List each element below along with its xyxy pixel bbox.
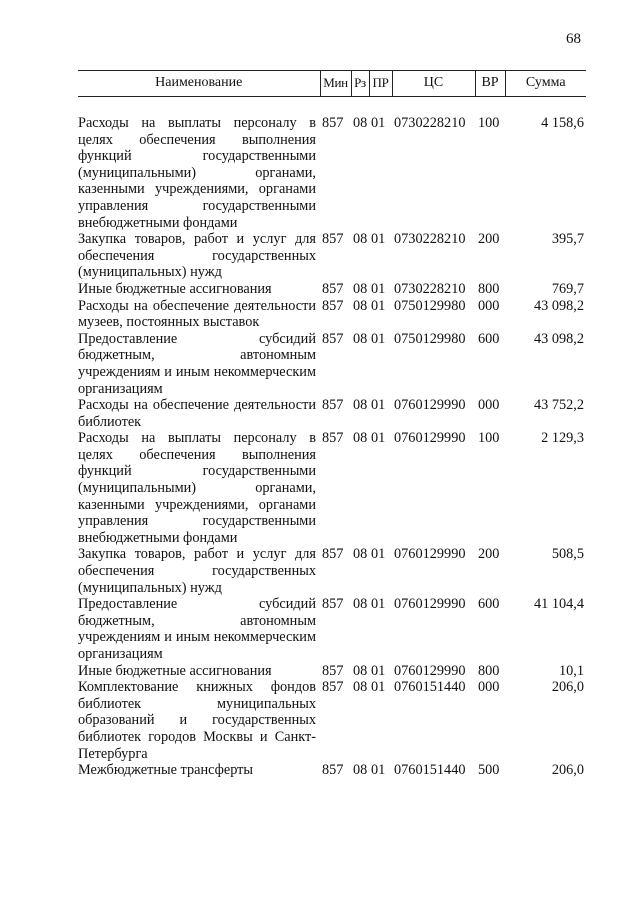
row-pr: 01 xyxy=(371,662,386,679)
row-cs: 0760129990 xyxy=(394,397,466,414)
row-name: Комплектование книжных фондов библиотек муниципальных образований и государственных библиотек городов Москвы и Санкт-Петербурга xyxy=(78,679,316,762)
row-min: 857 xyxy=(322,297,344,314)
row-vr: 000 xyxy=(478,679,500,696)
row-name: Закупка товаров, работ и услуг для обеспечения государственных (муниципальных) нужд xyxy=(78,231,316,281)
row-name: Расходы на выплаты персоналу в целях обеспечения выполнения функций государственными (муниципальными) органами, казенными учреждениями, органами управления государственными внебюджетными фондами xyxy=(78,115,316,231)
row-pr: 01 xyxy=(371,679,386,696)
row-vr: 100 xyxy=(478,115,500,131)
header-rz: Рз xyxy=(351,71,369,97)
table-row xyxy=(78,596,586,662)
row-name: Расходы на обеспечение деятельности музеев, постоянных выставок xyxy=(78,297,316,331)
row-vr: 800 xyxy=(478,280,500,297)
header-name: Наименование xyxy=(78,71,320,97)
row-rz: 08 xyxy=(353,596,368,613)
row-cs: 0730228210 xyxy=(394,280,466,297)
row-pr: 01 xyxy=(371,397,386,414)
row-pr: 01 xyxy=(371,762,386,779)
row-sum: 769,7 xyxy=(551,280,584,297)
table-row xyxy=(78,430,586,546)
row-sum: 43 098,2 xyxy=(533,330,584,347)
header-cs: ЦС xyxy=(392,71,475,97)
header-vr: ВР xyxy=(475,71,505,97)
row-min: 857 xyxy=(322,596,344,613)
table-row xyxy=(78,679,586,762)
row-vr: 000 xyxy=(478,297,500,314)
table-row xyxy=(78,115,586,231)
row-name: Расходы на обеспечение деятельности библиотек xyxy=(78,397,316,430)
row-vr: 500 xyxy=(478,762,500,779)
row-cs: 0730228210 xyxy=(394,231,466,248)
row-min: 857 xyxy=(322,115,344,131)
table-row xyxy=(78,663,586,680)
table-row xyxy=(78,397,586,430)
row-rz: 08 xyxy=(353,679,368,696)
budget-table xyxy=(78,70,586,779)
row-sum: 41 104,4 xyxy=(533,596,584,613)
row-sum: 508,5 xyxy=(551,546,584,563)
row-rz: 08 xyxy=(353,546,368,563)
header-min: Мин xyxy=(320,71,351,97)
row-min: 857 xyxy=(322,231,344,248)
table-header xyxy=(78,71,586,97)
table-row xyxy=(78,762,586,779)
row-cs: 0750129980 xyxy=(394,297,466,314)
row-pr: 01 xyxy=(371,596,386,613)
row-sum: 10,1 xyxy=(558,662,584,679)
row-rz: 08 xyxy=(353,762,368,779)
row-name: Закупка товаров, работ и услуг для обеспечения государственных (муниципальных) нужд xyxy=(78,546,316,596)
row-pr: 01 xyxy=(371,280,386,297)
table-row xyxy=(78,231,586,281)
row-rz: 08 xyxy=(353,330,368,347)
row-min: 857 xyxy=(322,762,344,779)
row-vr: 800 xyxy=(478,662,500,679)
row-name: Иные бюджетные ассигнования xyxy=(78,662,272,679)
row-vr: 100 xyxy=(478,430,500,447)
row-rz: 08 xyxy=(353,280,368,297)
row-pr: 01 xyxy=(371,430,386,447)
row-vr: 600 xyxy=(478,596,500,613)
row-vr: 200 xyxy=(478,546,500,563)
row-pr: 01 xyxy=(371,330,386,347)
table-row xyxy=(78,298,586,331)
row-sum: 206,0 xyxy=(551,679,584,696)
page-number: 68 xyxy=(566,31,581,47)
row-pr: 01 xyxy=(371,297,386,314)
row-rz: 08 xyxy=(353,231,368,248)
table-row xyxy=(78,546,586,596)
row-sum: 206,0 xyxy=(551,762,584,779)
row-rz: 08 xyxy=(353,662,368,679)
header-pr: ПР xyxy=(369,71,392,97)
row-min: 857 xyxy=(322,546,344,563)
row-cs: 0750129980 xyxy=(394,330,466,347)
row-min: 857 xyxy=(322,679,344,696)
row-cs: 0760151440 xyxy=(394,679,466,696)
row-cs: 0760129990 xyxy=(394,662,466,679)
row-pr: 01 xyxy=(371,115,386,131)
row-name: Предоставление субсидий бюджетным, автономным учреждениям и иным некоммерческим организациям xyxy=(78,596,316,662)
row-rz: 08 xyxy=(353,115,368,131)
row-vr: 200 xyxy=(478,231,500,248)
row-rz: 08 xyxy=(353,430,368,447)
row-cs: 0760129990 xyxy=(394,596,466,613)
row-name: Предоставление субсидий бюджетным, автономным учреждениям и иным некоммерческим организациям xyxy=(78,330,316,397)
row-sum: 395,7 xyxy=(551,231,584,248)
row-min: 857 xyxy=(322,430,344,447)
table-body xyxy=(78,97,586,779)
row-vr: 600 xyxy=(478,330,500,347)
row-sum: 4 158,6 xyxy=(541,115,584,131)
row-rz: 08 xyxy=(353,297,368,314)
row-sum: 43 752,2 xyxy=(533,397,584,414)
row-cs: 0760129990 xyxy=(394,546,466,563)
row-pr: 01 xyxy=(371,231,386,248)
row-min: 857 xyxy=(322,662,344,679)
row-min: 857 xyxy=(322,397,344,414)
row-name: Иные бюджетные ассигнования xyxy=(78,280,272,297)
row-name: Расходы на выплаты персоналу в целях обеспечения выполнения функций государственными (муниципальными) органами, казенными учреждениями, органами управления государственными внебюджетными фондами xyxy=(78,430,316,546)
table-row xyxy=(78,331,586,397)
row-min: 857 xyxy=(322,280,344,297)
row-cs: 0730228210 xyxy=(394,115,466,131)
row-cs: 0760129990 xyxy=(394,430,466,447)
row-min: 857 xyxy=(322,330,344,347)
row-cs: 0760151440 xyxy=(394,762,466,779)
row-name: Межбюджетные трансферты xyxy=(78,762,254,779)
row-vr: 000 xyxy=(478,397,500,414)
table-row xyxy=(78,281,586,298)
row-sum: 43 098,2 xyxy=(533,297,584,314)
row-rz: 08 xyxy=(353,397,368,414)
row-sum: 2 129,3 xyxy=(541,430,584,447)
row-pr: 01 xyxy=(371,546,386,563)
header-sum: Сумма xyxy=(505,71,586,97)
